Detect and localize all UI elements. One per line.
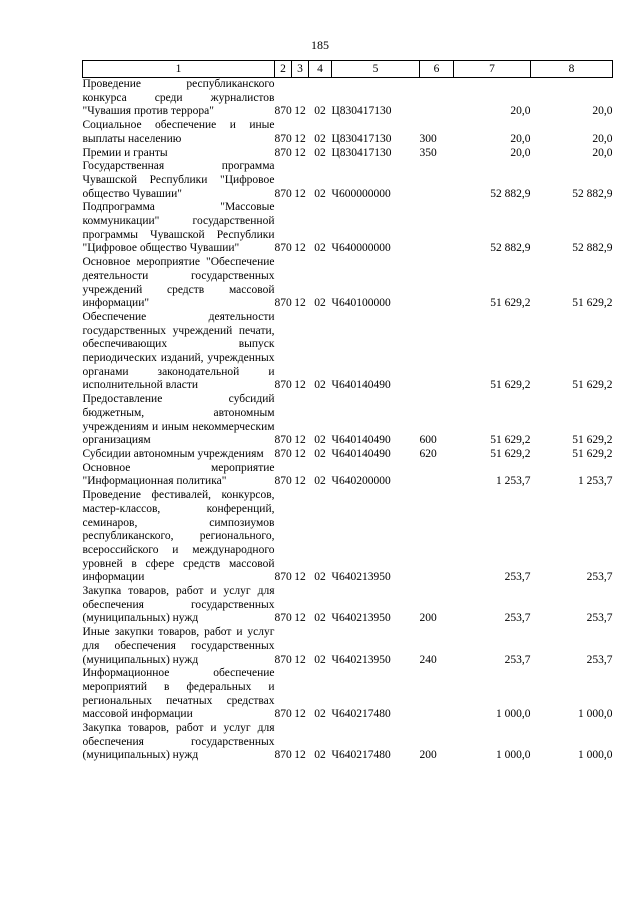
cell-gr: 870	[274, 379, 292, 392]
cell-gr: 870	[274, 187, 292, 200]
table-row	[83, 311, 613, 393]
cell-pr: 02	[314, 612, 326, 625]
cell-pr: 02	[314, 132, 326, 145]
row-name: Обеспечение деятельности государственных учреждений печати, обеспечивающих выпуск периодических изданий, учрежденных органами законодательной и исполнительной власти	[82, 310, 275, 392]
column-header: 4	[309, 61, 332, 78]
cell-csr: Ч640217480	[331, 749, 391, 762]
cell-csr: Ч640100000	[331, 297, 391, 310]
cell-rz: 12	[294, 242, 306, 255]
cell-amount-1: 1 253,7	[496, 475, 531, 488]
cell-vr	[420, 462, 454, 489]
cell-pr: 02	[314, 653, 326, 666]
cell-csr: Ч640140490	[331, 434, 391, 447]
row-name: Социальное обеспечение и иные выплаты населению	[82, 119, 275, 145]
cell-amount-1: 20,0	[510, 146, 531, 159]
cell-amount-1: 253,7	[504, 571, 531, 584]
cell-amount-2: 253,7	[586, 653, 613, 666]
cell-rz: 12	[294, 475, 306, 488]
cell-rz: 12	[294, 571, 306, 584]
cell-gr: 870	[274, 447, 292, 460]
cell-vr	[420, 311, 454, 393]
budget-table	[82, 60, 613, 763]
cell-amount-1: 1 000,0	[496, 749, 531, 762]
table-row	[83, 448, 613, 462]
cell-gr: 870	[274, 105, 292, 118]
cell-pr: 02	[314, 434, 326, 447]
cell-gr: 870	[274, 612, 292, 625]
cell-vr	[420, 256, 454, 311]
cell-pr: 02	[314, 379, 326, 392]
row-name: Государственная программа Чувашской Республики "Цифровое общество Чувашии"	[82, 160, 275, 200]
cell-pr: 02	[314, 475, 326, 488]
table-row	[83, 201, 613, 256]
column-header: 8	[531, 61, 613, 78]
cell-csr: Ч640213950	[331, 612, 391, 625]
table-row	[83, 78, 613, 120]
cell-csr: Ч600000000	[331, 187, 391, 200]
cell-csr: Ч640213950	[331, 653, 391, 666]
cell-vr	[420, 201, 454, 256]
column-header: 3	[292, 61, 309, 78]
cell-amount-2: 51 629,2	[572, 447, 613, 460]
cell-amount-2: 20,0	[592, 132, 613, 145]
cell-gr: 870	[274, 571, 292, 584]
cell-gr: 870	[274, 297, 292, 310]
cell-rz: 12	[294, 146, 306, 159]
cell-amount-2: 1 000,0	[578, 749, 613, 762]
column-header: 5	[332, 61, 420, 78]
column-header: 2	[275, 61, 292, 78]
cell-pr: 02	[314, 105, 326, 118]
cell-amount-2: 52 882,9	[572, 187, 613, 200]
cell-rz: 12	[294, 447, 306, 460]
cell-gr: 870	[274, 132, 292, 145]
cell-vr: 620	[419, 447, 437, 460]
cell-amount-1: 1 000,0	[496, 708, 531, 721]
row-name: Основное мероприятие "Обеспечение деятельности государственных учреждений средств массовой информации"	[82, 256, 275, 310]
cell-pr: 02	[314, 708, 326, 721]
row-name: Иные закупки товаров, работ и услуг для обеспечения государственных (муниципальных) нужд	[82, 626, 275, 666]
row-name: Закупка товаров, работ и услуг для обеспечения государственных (муниципальных) нужд	[82, 585, 275, 625]
cell-csr: Ч640217480	[331, 708, 391, 721]
table-row	[83, 489, 613, 585]
table-body	[83, 78, 613, 764]
cell-rz: 12	[294, 132, 306, 145]
cell-rz: 12	[294, 105, 306, 118]
cell-gr: 870	[274, 146, 292, 159]
cell-csr: Ч640000000	[331, 242, 391, 255]
cell-vr: 300	[419, 132, 437, 145]
cell-vr: 200	[419, 612, 437, 625]
cell-rz: 12	[294, 434, 306, 447]
cell-vr	[420, 78, 454, 120]
cell-amount-1: 20,0	[510, 105, 531, 118]
table-header-row	[83, 61, 613, 78]
cell-amount-2: 51 629,2	[572, 434, 613, 447]
cell-csr: Ч640200000	[331, 475, 391, 488]
row-name: Проведение республиканского конкурса среди журналистов "Чувашия против террора"	[82, 78, 275, 118]
table-row	[83, 722, 613, 763]
cell-vr	[420, 667, 454, 722]
cell-amount-1: 51 629,2	[490, 297, 531, 310]
cell-pr: 02	[314, 187, 326, 200]
cell-rz: 12	[294, 653, 306, 666]
cell-rz: 12	[294, 612, 306, 625]
cell-vr: 240	[419, 653, 437, 666]
cell-pr: 02	[314, 571, 326, 584]
row-name: Информационное обеспечение мероприятий в федеральных и региональных печатных средствах массовой информации	[82, 667, 275, 721]
cell-csr: Ч640140490	[331, 447, 391, 460]
cell-csr: Ц830417130	[331, 132, 392, 145]
page-number: 185	[311, 38, 329, 52]
cell-gr: 870	[274, 708, 292, 721]
cell-amount-2: 51 629,2	[572, 379, 613, 392]
column-header: 7	[454, 61, 531, 78]
cell-gr: 870	[274, 434, 292, 447]
cell-rz: 12	[294, 379, 306, 392]
cell-csr: Ч640213950	[331, 571, 391, 584]
row-name: Премии и гранты	[82, 146, 168, 159]
cell-pr: 02	[314, 297, 326, 310]
table-row	[83, 256, 613, 311]
cell-csr: Ч640140490	[331, 379, 391, 392]
cell-amount-1: 20,0	[510, 132, 531, 145]
table-row	[83, 393, 613, 448]
cell-vr: 600	[419, 434, 437, 447]
cell-vr: 200	[419, 749, 437, 762]
cell-gr: 870	[274, 242, 292, 255]
cell-rz: 12	[294, 187, 306, 200]
cell-pr: 02	[314, 146, 326, 159]
cell-gr: 870	[274, 653, 292, 666]
cell-amount-1: 52 882,9	[490, 242, 531, 255]
table-row	[83, 667, 613, 722]
cell-csr: Ц830417130	[331, 146, 392, 159]
cell-amount-1: 52 882,9	[490, 187, 531, 200]
cell-rz: 12	[294, 708, 306, 721]
cell-amount-2: 253,7	[586, 612, 613, 625]
row-name: Предоставление субсидий бюджетным, автономным учреждениям и иным некоммерческим организациям	[82, 393, 275, 447]
row-name: Субсидии автономным учреждениям	[82, 447, 264, 460]
cell-amount-2: 51 629,2	[572, 297, 613, 310]
cell-amount-2: 20,0	[592, 105, 613, 118]
table-row	[83, 462, 613, 489]
cell-rz: 12	[294, 297, 306, 310]
cell-amount-2: 1 253,7	[578, 475, 613, 488]
row-name: Закупка товаров, работ и услуг для обеспечения государственных (муниципальных) нужд	[82, 722, 275, 762]
cell-amount-2: 253,7	[586, 571, 613, 584]
cell-amount-2: 20,0	[592, 146, 613, 159]
row-name: Подпрограмма "Массовые коммуникации" государственной программы Чувашской Республики "Цифровое общество Чувашии"	[82, 201, 275, 255]
cell-gr: 870	[274, 475, 292, 488]
cell-amount-1: 51 629,2	[490, 447, 531, 460]
row-name: Проведение фестивалей, конкурсов, мастер-классов, конференций, семинаров, симпозиумов республиканского, регионального, всероссийского и международного уровней в сфере средств массовой информации	[82, 489, 275, 584]
cell-vr	[420, 160, 454, 201]
cell-rz: 12	[294, 749, 306, 762]
cell-gr: 870	[274, 749, 292, 762]
column-header: 6	[420, 61, 454, 78]
cell-amount-2: 52 882,9	[572, 242, 613, 255]
cell-amount-1: 51 629,2	[490, 434, 531, 447]
cell-amount-1: 253,7	[504, 653, 531, 666]
table-row	[83, 119, 613, 146]
cell-vr	[420, 489, 454, 585]
cell-vr: 350	[419, 146, 437, 159]
cell-pr: 02	[314, 447, 326, 460]
table-row	[83, 626, 613, 667]
cell-pr: 02	[314, 749, 326, 762]
cell-amount-2: 1 000,0	[578, 708, 613, 721]
cell-amount-1: 253,7	[504, 612, 531, 625]
cell-amount-1: 51 629,2	[490, 379, 531, 392]
table-row	[83, 160, 613, 201]
table-row	[83, 147, 613, 161]
row-name: Основное мероприятие "Информационная политика"	[82, 461, 275, 488]
column-header: 1	[83, 61, 275, 78]
cell-csr: Ц830417130	[331, 105, 392, 118]
cell-pr: 02	[314, 242, 326, 255]
table-row	[83, 585, 613, 626]
